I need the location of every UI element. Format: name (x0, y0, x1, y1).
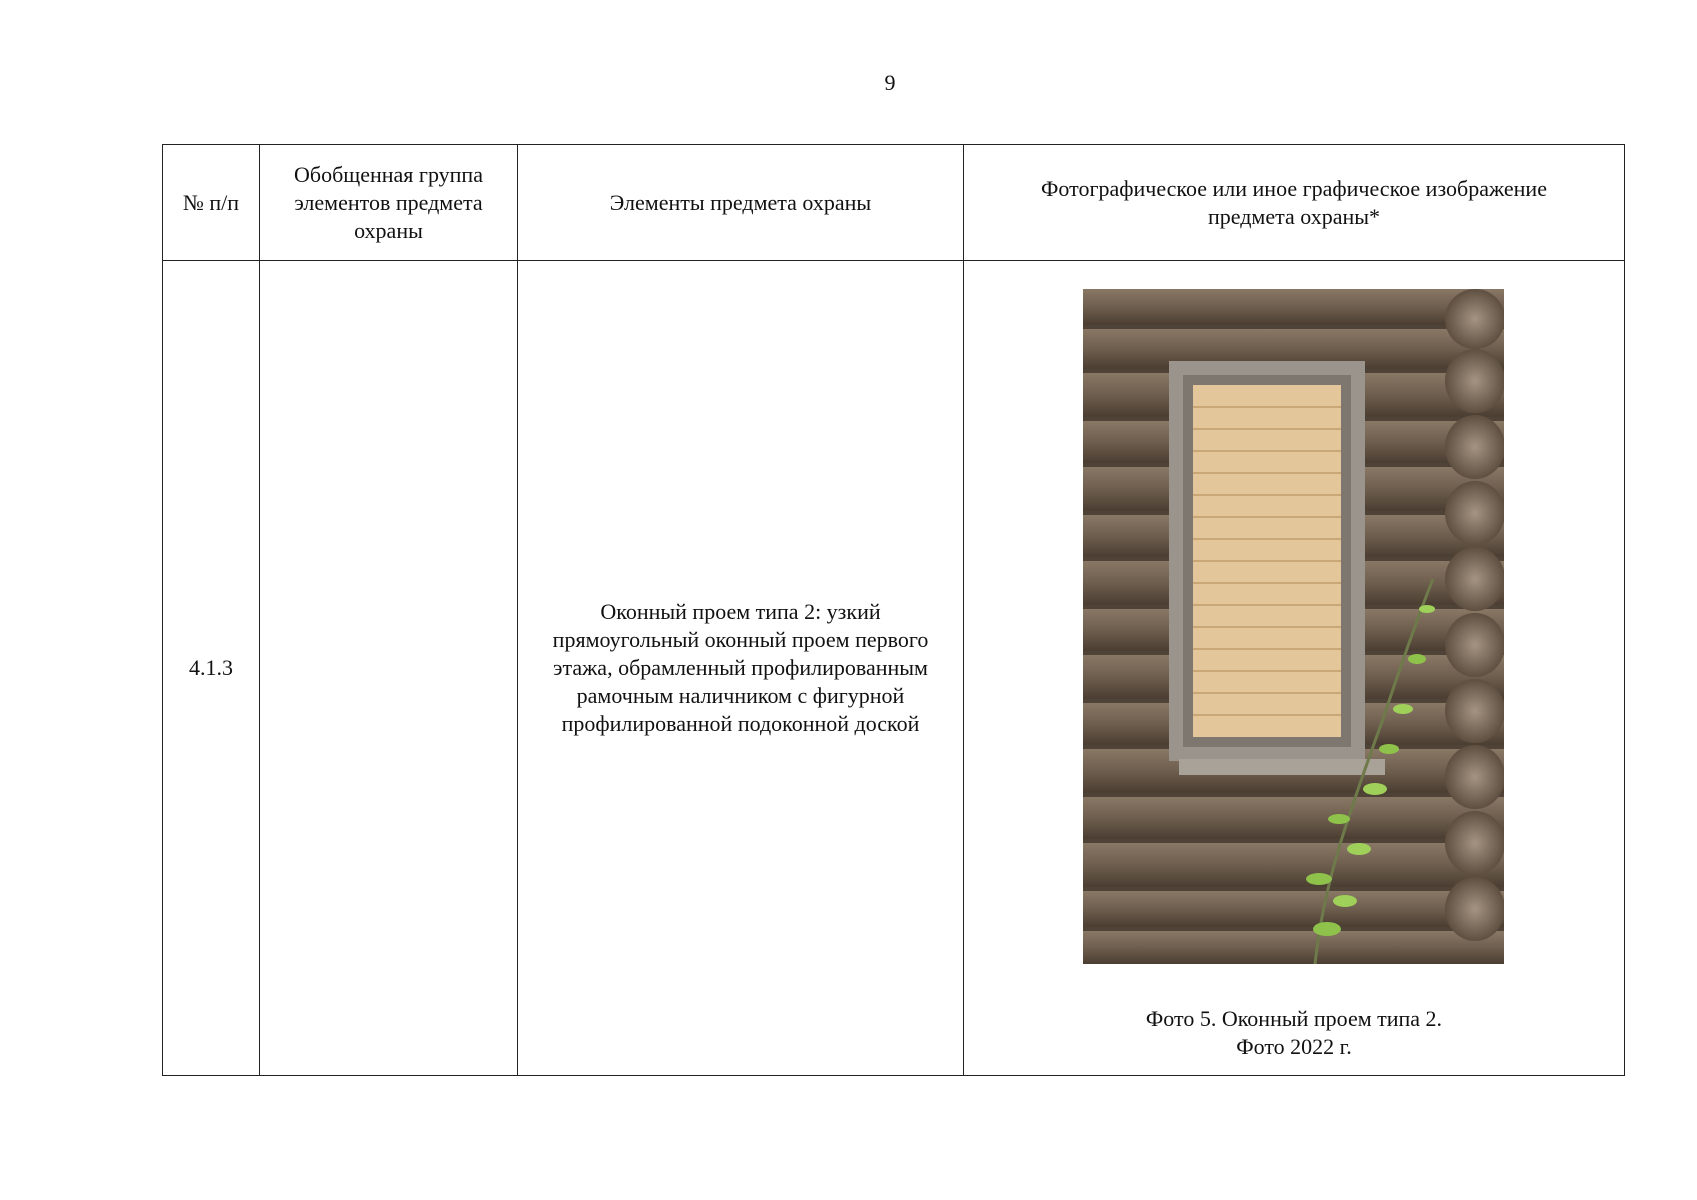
table-row (163, 261, 1625, 1076)
row-image-cell (964, 261, 1625, 1076)
header-elements: Элементы предмета охраны (518, 145, 964, 261)
page-number: 9 (884, 70, 896, 95)
photo-container (964, 261, 1624, 1075)
header-image: Фотографическое или иное графическое изображение предмета охраны* (964, 145, 1625, 261)
protection-table (162, 144, 1625, 1076)
window-photo (1083, 289, 1504, 964)
row-element-description: Оконный проем типа 2: узкий прямоугольный оконный проем первого этажа, обрамленный профилированным рамочным наличником с фигурной профилированной подоконной доской (518, 261, 964, 1076)
window-boards (1193, 385, 1341, 737)
header-number: № п/п (163, 145, 260, 261)
row-group (260, 261, 518, 1076)
caption-line-2: Фото 2022 г. (1236, 1034, 1352, 1059)
caption-line-1: Фото 5. Оконный проем типа 2. (1145, 1006, 1443, 1031)
table-header-row (163, 145, 1625, 261)
header-group: Обобщенная группа элементов предмета охраны (260, 145, 518, 261)
photo-caption (964, 1005, 1624, 1061)
row-number: 4.1.3 (163, 261, 260, 1076)
